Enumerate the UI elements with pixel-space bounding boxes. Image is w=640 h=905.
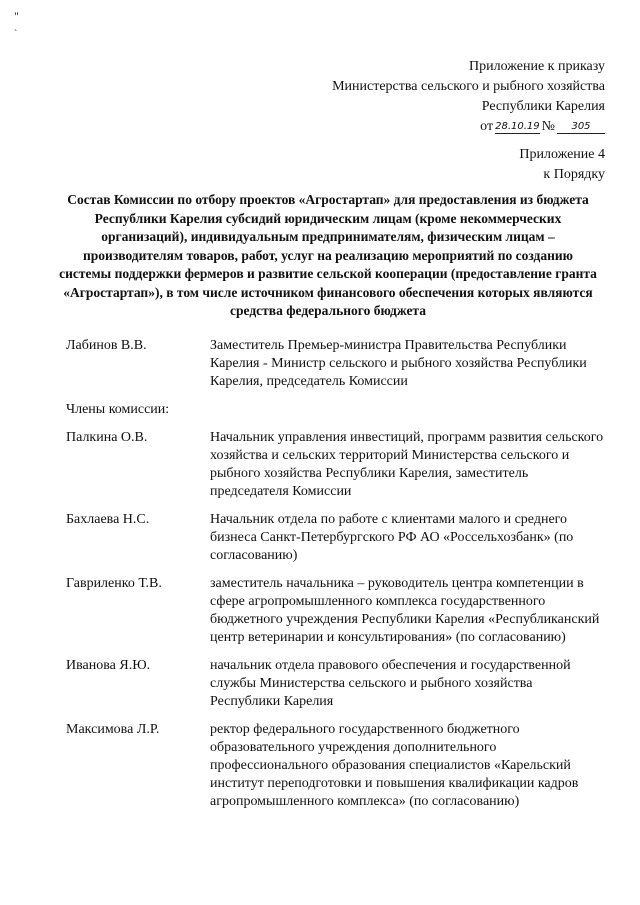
member-role: заместитель начальника – руководитель центра компетенции в сфере агропромышленного комплекса государственного бюджетного учреждения Республики Карелия «Республиканский центр ветеринарии и консультирования» (по согласованию) [210, 576, 600, 645]
member-role: начальник отдела правового обеспечения и государственной службы Министерства сельского и рыбного хозяйства Республики Карелия [210, 658, 571, 709]
appendix-header [332, 57, 605, 137]
appendix-order-line-2: к Порядку [543, 167, 605, 182]
appendix-line-2: Министерства сельского и рыбного хозяйства [332, 79, 605, 94]
side-mark: ` [14, 29, 18, 40]
member-row [66, 429, 606, 501]
member-name: Гавриленко Т.В. [66, 576, 162, 591]
member-name: Бахлаева Н.С. [66, 512, 150, 527]
appendix-line-1: Приложение к приказу [469, 59, 605, 74]
number-value: 305 [557, 121, 605, 134]
appendix-line-3: Республики Карелия [481, 99, 605, 114]
document-title: Состав Комиссии по отбору проектов «Агростартап» для предоставления из бюджета Республики Карелия субсидий юридическим лицам (кроме некоммерческих организаций), индивидуальным предпринимателям, физическим лицам – производителям товаров, работ, услуг на реализацию мероприятий по созданию системы поддержки фермеров и развитие сельской кооперации (предоставление гранта «Агростартап»), в том числе источником финансового обеспечения которых являются средства федерального бюджета [59, 192, 597, 318]
chairman-row [66, 337, 606, 391]
date-value: 28.10.19 [495, 121, 540, 132]
members-label: Члены комиссии: [66, 402, 170, 417]
member-name: Палкина О.В. [66, 430, 148, 445]
member-row [66, 575, 606, 647]
appendix-date-line [480, 117, 605, 137]
chairman-role: Заместитель Премьер-министра Правительства Республики Карелия - Министр сельского и рыбного хозяйства Республики Карелия, председатель Комиссии [210, 338, 587, 389]
member-row [66, 657, 606, 711]
member-role: Начальник отдела по работе с клиентами малого и среднего бизнеса Санкт-Петербургского РФ АО «Россельхозбанк» (по согласованию) [210, 512, 574, 563]
date-prefix: от [480, 119, 494, 134]
member-name: Иванова Я.Ю. [66, 658, 151, 673]
member-row [66, 721, 606, 811]
chairman-name: Лабинов В.В. [66, 338, 147, 353]
member-row [66, 511, 606, 565]
number-prefix: № [541, 119, 555, 134]
member-role: Начальник управления инвестиций, программ развития сельского хозяйства и сельских территорий Министерства сельского и рыбного хозяйства Республики Карелия, заместитель председателя Комиссии [210, 430, 604, 499]
member-name: Максимова Л.Р. [66, 722, 160, 737]
top-mark: " [14, 9, 19, 23]
appendix-order [519, 145, 605, 185]
member-role: ректор федерального государственного бюджетного образовательного учреждения дополнительного профессионального образования специалистов «Карельский институт переподготовки и повышения квалификации кадров агропромышленного комплекса» (по согласованию) [210, 722, 579, 809]
appendix-order-line-1: Приложение 4 [519, 147, 605, 162]
commission-roster [66, 337, 606, 811]
